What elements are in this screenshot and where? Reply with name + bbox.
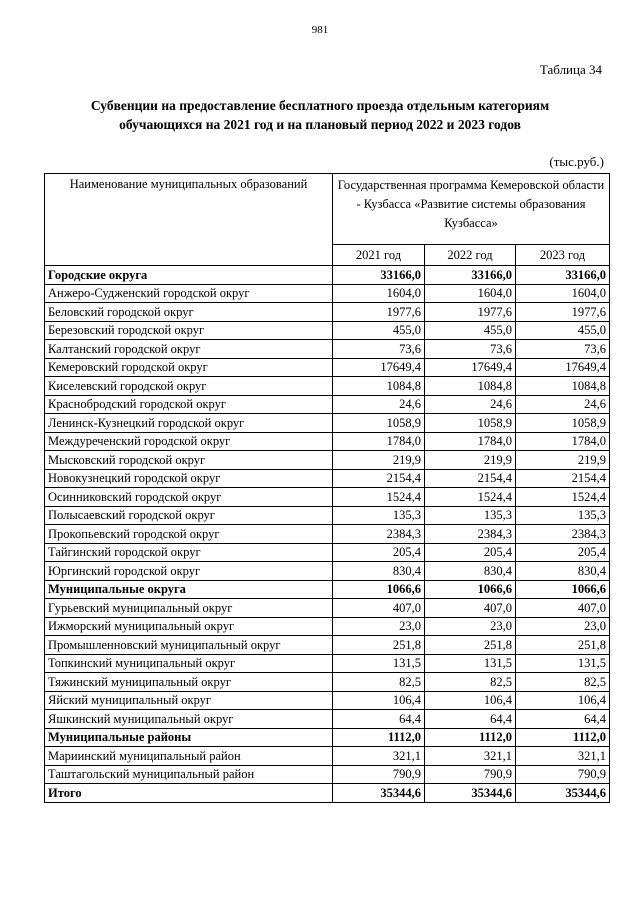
value-2022-cell: 23,0 — [425, 617, 516, 636]
value-2022-cell: 205,4 — [425, 543, 516, 562]
value-2023-cell: 2384,3 — [516, 525, 610, 544]
municipality-name-cell: Итого — [45, 784, 333, 803]
value-2022-cell: 1058,9 — [425, 414, 516, 433]
value-2022-cell: 455,0 — [425, 321, 516, 340]
table-row — [45, 469, 610, 488]
value-2022-cell: 64,4 — [425, 710, 516, 729]
table-label: Таблица 34 — [539, 62, 602, 77]
value-2022-cell: 35344,6 — [425, 784, 516, 803]
value-2021-cell: 1066,6 — [333, 580, 425, 599]
document-title — [40, 96, 600, 134]
table-row — [45, 358, 610, 377]
value-2022-cell: 2384,3 — [425, 525, 516, 544]
value-2021-cell: 1604,0 — [333, 284, 425, 303]
value-2021-cell: 1977,6 — [333, 303, 425, 322]
value-2023-cell: 455,0 — [516, 321, 610, 340]
table-row — [45, 303, 610, 322]
value-2023-cell: 407,0 — [516, 599, 610, 618]
value-2023-cell: 1066,6 — [516, 580, 610, 599]
municipality-name-cell: Мариинский муниципальный район — [45, 747, 333, 766]
municipality-name-cell: Кемеровский городской округ — [45, 358, 333, 377]
value-2022-cell: 1112,0 — [425, 728, 516, 747]
municipality-name-cell: Таштагольский муниципальный район — [45, 765, 333, 784]
value-2023-cell: 1112,0 — [516, 728, 610, 747]
value-2023-cell: 251,8 — [516, 636, 610, 655]
table-row — [45, 599, 610, 618]
value-2022-cell: 407,0 — [425, 599, 516, 618]
value-2021-cell: 407,0 — [333, 599, 425, 618]
municipality-name-cell: Муниципальные районы — [45, 728, 333, 747]
municipality-name-cell: Муниципальные округа — [45, 580, 333, 599]
table-row — [45, 654, 610, 673]
table-row — [45, 432, 610, 451]
value-2021-cell: 23,0 — [333, 617, 425, 636]
value-2022-cell: 1066,6 — [425, 580, 516, 599]
table-group-row — [45, 728, 610, 747]
value-2023-cell: 17649,4 — [516, 358, 610, 377]
value-2022-cell: 790,9 — [425, 765, 516, 784]
table-row — [45, 636, 610, 655]
table-row — [45, 691, 610, 710]
value-2023-cell: 1084,8 — [516, 377, 610, 396]
value-2021-cell: 64,4 — [333, 710, 425, 729]
title-line-2: обучающихся на 2021 год и на плановый период 2022 и 2023 годов — [119, 117, 521, 132]
value-2021-cell: 131,5 — [333, 654, 425, 673]
value-2021-cell: 790,9 — [333, 765, 425, 784]
value-2021-cell: 82,5 — [333, 673, 425, 692]
value-2023-cell: 790,9 — [516, 765, 610, 784]
value-2022-cell: 1084,8 — [425, 377, 516, 396]
table-row — [45, 506, 610, 525]
value-2021-cell: 135,3 — [333, 506, 425, 525]
value-2022-cell: 1524,4 — [425, 488, 516, 507]
table-row — [45, 488, 610, 507]
municipality-name-cell: Новокузнецкий городской округ — [45, 469, 333, 488]
value-2022-cell: 1977,6 — [425, 303, 516, 322]
value-2023-cell: 73,6 — [516, 340, 610, 359]
value-2022-cell: 321,1 — [425, 747, 516, 766]
value-2022-cell: 2154,4 — [425, 469, 516, 488]
value-2023-cell: 23,0 — [516, 617, 610, 636]
municipality-name-cell: Гурьевский муниципальный округ — [45, 599, 333, 618]
value-2021-cell: 251,8 — [333, 636, 425, 655]
value-2021-cell: 1524,4 — [333, 488, 425, 507]
table-row — [45, 395, 610, 414]
value-2022-cell: 135,3 — [425, 506, 516, 525]
municipality-name-cell: Киселевский городской округ — [45, 377, 333, 396]
municipality-name-cell: Яйский муниципальный округ — [45, 691, 333, 710]
value-2021-cell: 1112,0 — [333, 728, 425, 747]
municipality-name-cell: Яшкинский муниципальный округ — [45, 710, 333, 729]
value-2023-cell: 205,4 — [516, 543, 610, 562]
value-2021-cell: 33166,0 — [333, 266, 425, 285]
column-header-name: Наименование муниципальных образований — [45, 174, 333, 266]
value-2022-cell: 251,8 — [425, 636, 516, 655]
value-2023-cell: 131,5 — [516, 654, 610, 673]
municipality-name-cell: Тайгинский городской округ — [45, 543, 333, 562]
municipality-name-cell: Тяжинский муниципальный округ — [45, 673, 333, 692]
municipality-name-cell: Топкинский муниципальный округ — [45, 654, 333, 673]
value-2023-cell: 64,4 — [516, 710, 610, 729]
value-2021-cell: 455,0 — [333, 321, 425, 340]
table-row — [45, 284, 610, 303]
value-2022-cell: 1604,0 — [425, 284, 516, 303]
value-2023-cell: 35344,6 — [516, 784, 610, 803]
value-2023-cell: 106,4 — [516, 691, 610, 710]
municipality-name-cell: Осинниковский городской округ — [45, 488, 333, 507]
table-row — [45, 765, 610, 784]
value-2021-cell: 1784,0 — [333, 432, 425, 451]
municipality-name-cell: Промышленновский муниципальный округ — [45, 636, 333, 655]
table-row — [45, 525, 610, 544]
municipality-name-cell: Беловский городской округ — [45, 303, 333, 322]
table-row — [45, 451, 610, 470]
table-group-row — [45, 266, 610, 285]
table-row — [45, 673, 610, 692]
table-row — [45, 321, 610, 340]
municipality-name-cell: Мысковский городской округ — [45, 451, 333, 470]
value-2022-cell: 17649,4 — [425, 358, 516, 377]
title-line-1: Субвенции на предоставление бесплатного проезда отдельным категориям — [90, 98, 550, 113]
column-header-year: 2023 год — [516, 245, 610, 266]
table-row — [45, 562, 610, 581]
value-2023-cell: 1058,9 — [516, 414, 610, 433]
value-2023-cell: 219,9 — [516, 451, 610, 470]
table-row — [45, 710, 610, 729]
units-label: (тыс.руб.) — [549, 154, 604, 169]
value-2023-cell: 1784,0 — [516, 432, 610, 451]
value-2022-cell: 24,6 — [425, 395, 516, 414]
value-2022-cell: 106,4 — [425, 691, 516, 710]
value-2021-cell: 1058,9 — [333, 414, 425, 433]
value-2021-cell: 219,9 — [333, 451, 425, 470]
value-2022-cell: 82,5 — [425, 673, 516, 692]
value-2022-cell: 219,9 — [425, 451, 516, 470]
municipality-name-cell: Юргинский городской округ — [45, 562, 333, 581]
value-2023-cell: 1977,6 — [516, 303, 610, 322]
value-2021-cell: 205,4 — [333, 543, 425, 562]
value-2022-cell: 1784,0 — [425, 432, 516, 451]
value-2023-cell: 82,5 — [516, 673, 610, 692]
value-2021-cell: 321,1 — [333, 747, 425, 766]
value-2023-cell: 2154,4 — [516, 469, 610, 488]
municipality-name-cell: Березовский городской округ — [45, 321, 333, 340]
municipality-name-cell: Междуреченский городской округ — [45, 432, 333, 451]
value-2023-cell: 830,4 — [516, 562, 610, 581]
value-2021-cell: 106,4 — [333, 691, 425, 710]
table-row — [45, 543, 610, 562]
municipality-name-cell: Ленинск-Кузнецкий городской округ — [45, 414, 333, 433]
municipality-name-cell: Городские округа — [45, 266, 333, 285]
value-2021-cell: 35344,6 — [333, 784, 425, 803]
municipality-name-cell: Полысаевский городской округ — [45, 506, 333, 525]
municipality-name-cell: Краснобродский городской округ — [45, 395, 333, 414]
value-2021-cell: 2154,4 — [333, 469, 425, 488]
value-2023-cell: 1604,0 — [516, 284, 610, 303]
table-row — [45, 414, 610, 433]
column-header-program: Государственная программа Кемеровской области - Кузбасса «Развитие системы образования Кузбасса» — [333, 174, 610, 245]
table-group-row — [45, 580, 610, 599]
municipality-name-cell: Анжеро-Судженский городской округ — [45, 284, 333, 303]
value-2021-cell: 830,4 — [333, 562, 425, 581]
subsidy-table — [44, 173, 610, 803]
value-2021-cell: 2384,3 — [333, 525, 425, 544]
table-body — [45, 266, 610, 803]
value-2023-cell: 24,6 — [516, 395, 610, 414]
table-group-row — [45, 784, 610, 803]
value-2023-cell: 1524,4 — [516, 488, 610, 507]
value-2022-cell: 131,5 — [425, 654, 516, 673]
page-number: 981 — [311, 24, 329, 36]
value-2021-cell: 17649,4 — [333, 358, 425, 377]
table-row — [45, 747, 610, 766]
value-2023-cell: 33166,0 — [516, 266, 610, 285]
value-2021-cell: 1084,8 — [333, 377, 425, 396]
value-2021-cell: 24,6 — [333, 395, 425, 414]
value-2023-cell: 135,3 — [516, 506, 610, 525]
column-header-year: 2022 год — [425, 245, 516, 266]
value-2022-cell: 33166,0 — [425, 266, 516, 285]
municipality-name-cell: Калтанский городской округ — [45, 340, 333, 359]
municipality-name-cell: Прокопьевский городской округ — [45, 525, 333, 544]
value-2023-cell: 321,1 — [516, 747, 610, 766]
value-2021-cell: 73,6 — [333, 340, 425, 359]
column-header-year: 2021 год — [333, 245, 425, 266]
table-row — [45, 617, 610, 636]
value-2022-cell: 73,6 — [425, 340, 516, 359]
municipality-name-cell: Ижморский муниципальный округ — [45, 617, 333, 636]
value-2022-cell: 830,4 — [425, 562, 516, 581]
table-row — [45, 377, 610, 396]
table-row — [45, 340, 610, 359]
